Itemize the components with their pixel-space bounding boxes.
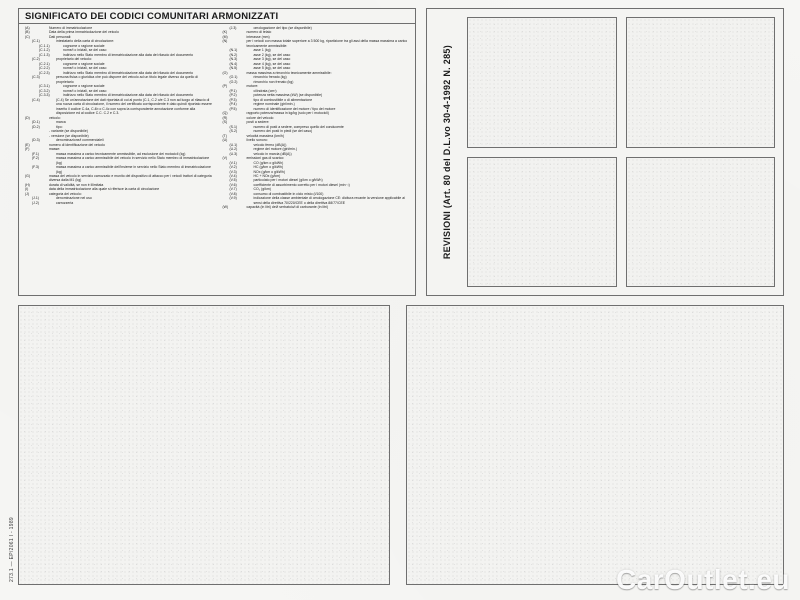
legend-row xyxy=(221,39,413,48)
legend-row-text: tipo: xyxy=(56,124,63,129)
legend-row xyxy=(23,98,215,116)
legend-row-text: asse 2 (kg), se del caso xyxy=(253,52,291,57)
legend-row-code: (V.3) xyxy=(229,169,237,174)
legend-row-text: indirizzo nello Stato membro di immatricolazione alla data del rilascio del documento xyxy=(63,70,194,75)
legend-row-code: (G) xyxy=(25,173,31,178)
legend-row-code: (C) xyxy=(25,34,30,39)
legend-row xyxy=(23,75,215,84)
legend-row-code: (V.6) xyxy=(229,182,237,187)
legend-row-text: interasse (mm) xyxy=(246,34,270,39)
legend-row-text: colore del veicolo xyxy=(246,115,274,120)
legend-row-code: (C.1.1) xyxy=(39,43,50,48)
legend-row-text: nome/i o iniziali, se del caso xyxy=(63,48,107,53)
legend-row xyxy=(23,201,215,205)
legend-row-text: coefficiente di assorbimento corretto per i motori diesel (min⁻¹) xyxy=(253,182,350,187)
legend-row-code: (E) xyxy=(25,142,30,147)
legend-row-code: (D.2) xyxy=(32,124,40,129)
legend-row-text: cognome o ragione sociale xyxy=(63,43,105,48)
legend-row-text: cognome o ragione sociale xyxy=(63,84,105,89)
legend-row-code: (N) xyxy=(222,39,228,44)
legend-row-text: Numero di immatricolazione xyxy=(49,26,93,30)
legend-row-code: (F.3) xyxy=(32,165,39,170)
legend-row xyxy=(221,205,413,209)
legend-row-text: consumo di combustibile in ciclo misto (l/100) xyxy=(253,191,324,196)
legend-row-text: asse 3 (kg), se del caso xyxy=(253,57,291,62)
legend-row-text: tipo di combustibile o di alimentazione xyxy=(253,97,313,102)
legend-row-text: rapporto potenza/massa in kg/kg (solo per i motocicli) xyxy=(246,111,329,116)
legend-row-code: (V.1) xyxy=(229,160,237,165)
legend-row-code: (A) xyxy=(25,26,30,30)
legend-row-text: intestatario della carta di circolazione: xyxy=(56,39,115,44)
legend-row-text: per i veicoli con massa totale superiore a 3 500 kg, ripartizione tra gli assi della massa massima a carico tecnicamente ammissibile: xyxy=(246,39,408,48)
legend-row-code: (O.1) xyxy=(229,75,238,80)
legend-row-text: HC (g/km o g/kWh) xyxy=(253,165,284,170)
legend-row-code: (V.9) xyxy=(229,196,237,201)
legend-columns xyxy=(19,24,415,292)
legend-row-code: (O) xyxy=(222,70,228,75)
legend-row-code: (C.2.3) xyxy=(39,70,50,75)
legend-row-code: (D.3) xyxy=(32,138,40,143)
legend-row-code: (U.1) xyxy=(229,142,238,147)
revisioni-grid xyxy=(467,17,775,287)
revisioni-label-text: REVISIONI (Art. 80 del D.L.vo 30-4-1992 N. 285) xyxy=(442,44,452,260)
legend-row-text: (C.4) Se un'annotazione dei dati riportata di cui al punto (C.1, C.2 o/e C.3 non ad luogo al rilascio di una nuova carta di circolazione, il numero del certificato corrispondente è dato quindi riportato essere inserito il codice C.4a, C.4b o C.4c con sopra la corrispondente annotazione conforme alla disposizione ed al codice C.C. C.2 e C.3. xyxy=(56,97,212,116)
legend-row-code: (V.2) xyxy=(229,165,237,170)
legend-row-code: (C.2.2) xyxy=(39,66,50,71)
legend-row-text: Data della prima immatricolazione del veicolo xyxy=(49,30,119,35)
legend-row-text: proprietario del veicolo: xyxy=(56,57,93,62)
legend-row-text: - versione (se disponibile) xyxy=(49,133,89,138)
legend-row-text: indirizzo nello Stato membro di immatricolazione alla data del rilascio del documento xyxy=(63,93,194,98)
print-code xyxy=(6,432,18,582)
legend-row-code: (C.4) xyxy=(32,97,40,102)
legend-row-text: veicolo: xyxy=(49,115,61,120)
legend-row-code: (J.1) xyxy=(32,196,39,201)
legend-row-text: indicazione della classe ambientale di omologazione CE: dicitura recante la versione applicabile ai sensi della direttiva 70/220/CEE o della direttiva 88/77/CEE xyxy=(253,196,405,205)
legend-row-text: massa massima a carico tecnicamente ammissibile, ad esclusione dei motocicli (kg) xyxy=(56,151,186,156)
legend-row-code: (H) xyxy=(25,182,30,187)
legend-row-text: regime nominale (giri/min.) xyxy=(253,102,295,107)
legend-row-code: (Q) xyxy=(222,111,228,116)
legend-row-text: potenza netta massima (kW) (se disponibile) xyxy=(253,93,323,98)
legend-row-text: asse 4 (kg), se del caso xyxy=(253,61,291,66)
legend-row-code: (C.3.2) xyxy=(39,88,50,93)
blank-panel-right[interactable] xyxy=(406,305,784,585)
legend-row-code: (W) xyxy=(222,205,229,210)
revisioni-cell[interactable] xyxy=(626,17,776,148)
legend-row-text: carrozzeria xyxy=(56,200,74,205)
legend-column-right xyxy=(221,26,413,290)
legend-row-code: (V.5) xyxy=(229,178,237,183)
legend-row-text: numero di identificazione del veicolo xyxy=(49,142,105,147)
legend-row-code: (U.2) xyxy=(229,147,238,152)
legend-row-text: massa massima a carico ammissibile del veicolo in servizio nello Stato membro di immatricolazione (kg) xyxy=(56,156,210,165)
legend-row-code: (N.5) xyxy=(229,66,238,71)
legend-row-code: (N.3) xyxy=(229,57,238,62)
legend-row-text: CO₂ (g/km) xyxy=(253,187,271,192)
legend-row-code: (I) xyxy=(25,187,29,192)
legend-row-code: (F.1) xyxy=(32,151,39,156)
legend-row-text: marca xyxy=(56,120,66,125)
legend-row-code: (P.3) xyxy=(229,97,237,102)
revisioni-panel xyxy=(426,8,784,296)
legend-row-code: (F.2) xyxy=(32,156,39,161)
legend-row-text: denominazione/i commerciale/i xyxy=(56,138,104,143)
legend-row-text: numero dei posti in piedi (se del caso) xyxy=(253,129,313,134)
legend-row-text: Dati personali: xyxy=(49,34,72,39)
legend-row-code: (V.7) xyxy=(229,187,237,192)
legend-row-code: (S.2) xyxy=(229,129,238,134)
legend-row-text: categoria del veicolo: xyxy=(49,191,82,196)
legend-row-text: emissioni gas di scarico: xyxy=(246,156,285,161)
revisioni-cell[interactable] xyxy=(467,157,617,288)
legend-row-text: asse 5 (kg), se del caso xyxy=(253,66,291,71)
harmonised-codes-legend-panel xyxy=(18,8,416,296)
legend-row-code: (N.2) xyxy=(229,52,238,57)
legend-row-code: (C.1.2) xyxy=(39,48,50,53)
legend-row-code: (O.2) xyxy=(229,79,238,84)
legend-row-text: - variante (se disponibile) xyxy=(49,129,88,134)
legend-row-text: massa del veicolo in servizio carrozzato e munito del dispositivo di attacco per i veicoli trattori di categoria diversa dalla M1 (kg) xyxy=(49,173,212,183)
legend-row-code: (S) xyxy=(222,120,228,125)
legend-row-text: asse 1 (kg) xyxy=(253,48,271,53)
legend-row-text: livello sonoro: xyxy=(246,138,268,143)
legend-row-code: (V.4) xyxy=(229,173,237,178)
legend-row-code: (J) xyxy=(25,191,30,196)
legend-row xyxy=(23,156,215,165)
legend-row-text: numero di identificazione del motore / tipo del motore xyxy=(253,106,336,111)
legend-row-code: (M) xyxy=(222,34,228,39)
legend-row-code: (C.3.1) xyxy=(39,84,50,89)
legend-row-code: (B) xyxy=(25,30,30,35)
legend-row-text: rimorchio frenato (kg) xyxy=(253,75,287,80)
legend-row-code: (R) xyxy=(222,115,228,120)
legend-row-text: veicolo fermo (dB(A)) xyxy=(253,142,287,147)
legend-row-code: (C.3.3) xyxy=(39,93,50,98)
legend-row-code: (P.5) xyxy=(229,106,237,111)
legend-row-code: (C.1.3) xyxy=(39,52,50,57)
legend-row-code: (P.2) xyxy=(229,93,237,98)
watermark: CarOutlet.eu xyxy=(615,564,790,595)
legend-row-text: nome/i o iniziali, se del caso xyxy=(63,88,107,93)
legend-row xyxy=(221,196,413,205)
legend-row-code: (V.8) xyxy=(229,191,237,196)
legend-row-text: cognome o ragione sociale xyxy=(63,61,105,66)
legend-row xyxy=(23,165,215,174)
legend-row-text: numero di telaio xyxy=(246,30,272,35)
legend-row-text: veicolo in marcia (dB(A)) xyxy=(253,151,292,156)
legend-row-text: omologazione del tipo (se disponibile) xyxy=(253,26,312,30)
legend-row-code: (N.1) xyxy=(229,48,238,53)
legend-row-text: NOx (g/km o g/kWh) xyxy=(253,169,285,174)
legend-row-code: (C.2.1) xyxy=(39,61,50,66)
revisioni-cell[interactable] xyxy=(467,17,617,148)
legend-column-left xyxy=(23,26,215,290)
legend-row-text: motore: xyxy=(246,84,259,89)
legend-row-text: HC + NOx (g/km) xyxy=(253,173,281,178)
legend-row-text: regime del motore (giri/min.) xyxy=(253,147,298,152)
legend-row-code: (F) xyxy=(25,147,30,152)
legend-row-code: (P) xyxy=(222,84,228,89)
legend-row-text: cilindrata (cm³) xyxy=(253,88,277,93)
legend-row-text: velocità massima (km/h) xyxy=(246,133,285,138)
legend-row-code: (K) xyxy=(222,30,228,35)
legend-row-code: (N.4) xyxy=(229,61,238,66)
revisioni-cell[interactable] xyxy=(626,157,776,288)
legend-row-code: (C.2) xyxy=(32,57,40,62)
legend-row-code: (U.3) xyxy=(229,151,238,156)
legend-row-text: denominazione nel uso xyxy=(56,196,92,201)
legend-row-code: (D.1) xyxy=(32,120,40,125)
legend-row-text: posti a sedere: xyxy=(246,120,270,125)
legend-row-code: (U) xyxy=(222,138,228,143)
legend-row-code: (J.3) xyxy=(229,26,237,30)
legend-row-code: (V) xyxy=(222,156,228,161)
legend-row-text: particolato per i motori diesel (g/km o g/kWh) xyxy=(253,178,323,183)
legend-row-text: CO (g/km o g/kWh) xyxy=(253,160,284,165)
print-code-text: 273.1 — EP/2061 I - 1989 xyxy=(9,516,15,582)
legend-row-code: (P.1) xyxy=(229,88,237,93)
legend-row-code: (C.3) xyxy=(32,75,40,80)
legend-row-code: (J.2) xyxy=(32,200,39,205)
legend-row-code: (P.4) xyxy=(229,102,237,107)
legend-row-code: (T) xyxy=(222,133,227,138)
legend-row-text: capacità (in litri) del/i serbatoio/i di carburante (in litri) xyxy=(246,205,329,210)
legend-row-text: massa massima a carico ammissibile dell'insieme in servizio nello Stato membro di immatricolazione (kg) xyxy=(56,165,211,174)
legend-row xyxy=(23,174,215,183)
legend-row-text: masse: xyxy=(49,147,61,152)
legend-row-text: indirizzo nello Stato membro di immatricolazione alla data del rilascio del documento xyxy=(63,52,194,57)
legend-row-text: durata di validità, se non è illimitata xyxy=(49,182,104,187)
blank-panel-left[interactable] xyxy=(18,305,390,585)
legend-row-code: (D) xyxy=(25,115,30,120)
revisioni-label xyxy=(429,9,465,295)
legend-row-text: massa massima a rimorchio tecnicamente ammissibile: xyxy=(246,70,332,75)
legend-row-code: (C.1) xyxy=(32,39,40,44)
legend-title: SIGNIFICATO DEI CODICI COMUNITARI ARMONIZZATI xyxy=(19,9,415,24)
legend-row-text: persona fisica o giuridica che può disporre del veicolo ad un titolo legale diverso da quello di proprietario xyxy=(56,75,198,84)
legend-row-text: numero di posti a sedere, compreso quello del conducente xyxy=(253,124,344,129)
legend-row-text: data della immatricolazione alla quale si riferisce la carta di circolazione xyxy=(49,187,160,192)
legend-row-text: rimorchio non frenato (kg) xyxy=(253,79,294,84)
legend-row-code: (S.1) xyxy=(229,124,238,129)
legend-row-text: nome/i o iniziali, se del caso xyxy=(63,66,107,71)
